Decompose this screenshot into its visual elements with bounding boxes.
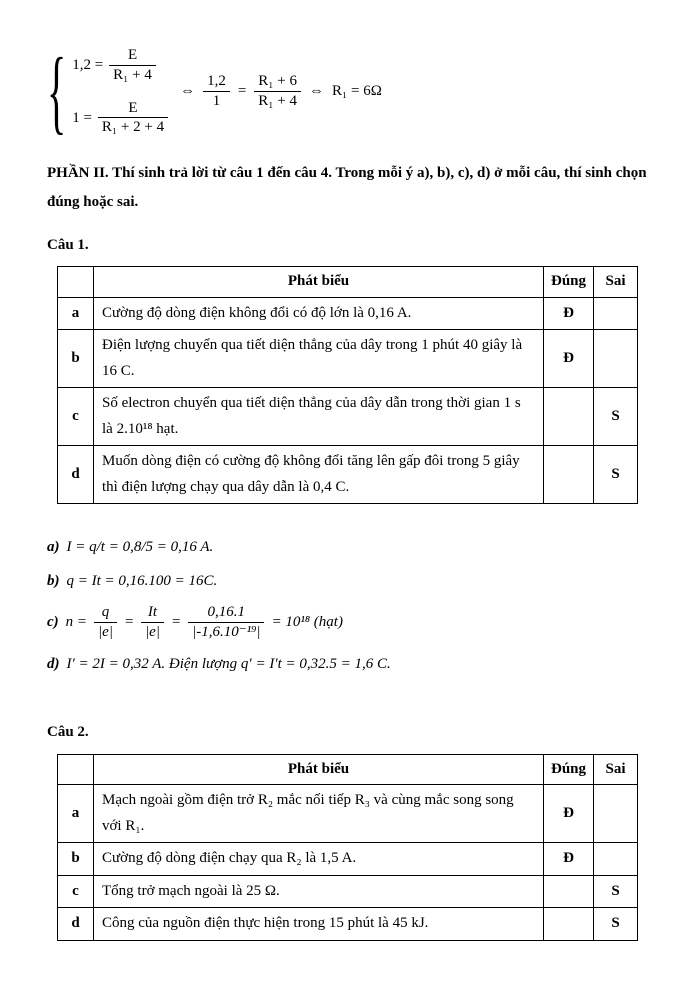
table-row: [58, 785, 638, 843]
solution-b-text: q = It = 0,16.100 = 16C.: [66, 572, 218, 589]
row-true-mark: Đ: [544, 785, 594, 843]
row-statement: Muốn dòng điện có cường độ không đổi tăng lên gấp đôi trong 5 giây thì điện lượng chạy qua dây dẫn là 0,4 C.: [94, 446, 544, 504]
left-brace: {: [47, 37, 67, 144]
row-true-mark: [544, 908, 594, 941]
table-header-row: [58, 267, 638, 298]
table-row: [58, 875, 638, 908]
header-blank: [58, 267, 94, 298]
row-false-mark: S: [594, 446, 638, 504]
solution-d-label: d): [47, 655, 60, 672]
fraction-numerator: 1,2: [207, 73, 226, 90]
equation-case-2: [72, 99, 168, 138]
question-1-solutions: [47, 536, 650, 675]
header-true: Đúng: [544, 754, 594, 785]
fraction-numerator: q: [101, 604, 110, 620]
equation-case-1: [72, 46, 168, 85]
fraction: [254, 72, 301, 111]
solution-b: [47, 570, 650, 593]
row-true-mark: [544, 388, 594, 446]
row-statement: Công của nguồn điện thực hiện trong 15 phút là 45 kJ.: [94, 908, 544, 941]
row-true-mark: [544, 875, 594, 908]
row-false-mark: S: [594, 908, 638, 941]
row-key: c: [58, 388, 94, 446]
solution-b-label: b): [47, 572, 60, 589]
table-row: [58, 446, 638, 504]
solution-c-tail: = 10¹⁸ (hạt): [271, 614, 343, 630]
equals-sign: =: [170, 614, 182, 630]
fraction-denominator: R₁ + 4: [254, 91, 301, 111]
equals-sign: =: [123, 614, 135, 630]
header-statement: Phát biểu: [94, 267, 544, 298]
row-key: a: [58, 297, 94, 330]
fraction: [109, 46, 156, 85]
solution-c-label: c): [47, 614, 59, 630]
fraction: [94, 603, 117, 642]
equation-system: [47, 37, 650, 144]
solution-d-text: I′ = 2I = 0,32 A. Điện lượng q′ = I′t = 0,32.5 = 1,6 C.: [66, 655, 391, 672]
row-false-mark: S: [594, 875, 638, 908]
table-row: [58, 908, 638, 941]
fraction-denominator: R₁ + 2 + 4: [98, 117, 168, 137]
fraction-denominator: |-1,6.10⁻¹⁹|: [188, 622, 264, 642]
fraction-denominator: R₁ + 4: [109, 65, 156, 85]
fraction: [188, 603, 264, 642]
equals-sign: =: [237, 83, 247, 100]
fraction: [98, 99, 168, 138]
fraction-numerator: R₁ + 6: [258, 73, 297, 90]
row-key: b: [58, 330, 94, 388]
equation-result: R₁ = 6Ω: [332, 83, 382, 100]
fraction-denominator: |e|: [141, 622, 164, 642]
fraction: [203, 72, 230, 111]
row-statement: Tổng trở mạch ngoài là 25 Ω.: [94, 875, 544, 908]
fraction-numerator: E: [127, 47, 138, 63]
solution-a: [47, 536, 650, 559]
fraction-numerator: It: [147, 604, 158, 620]
question-2-table: [57, 754, 638, 941]
header-true: Đúng: [544, 267, 594, 298]
solution-a-label: a): [47, 539, 60, 555]
table-row: [58, 297, 638, 330]
row-key: a: [58, 785, 94, 843]
row-statement: Cường độ dòng điện không đổi có độ lớn là 0,16 A.: [94, 297, 544, 330]
solution-c: [47, 603, 650, 642]
fraction-denominator: 1: [203, 91, 230, 111]
row-key: b: [58, 843, 94, 876]
row-true-mark: Đ: [544, 843, 594, 876]
header-false: Sai: [594, 267, 638, 298]
row-true-mark: Đ: [544, 297, 594, 330]
section-heading: PHẦN II. Thí sinh trả lời từ câu 1 đến câu 4. Trong mỗi ý a), b), c), d) ở mỗi câu, thí sinh chọn đúng hoặc sai.: [47, 165, 647, 211]
header-blank: [58, 754, 94, 785]
fraction: [141, 603, 164, 642]
question-1-table: [57, 266, 638, 504]
header-false: Sai: [594, 754, 638, 785]
table-row: [58, 330, 638, 388]
question-1-label: Câu 1.: [47, 236, 89, 253]
table-row: [58, 843, 638, 876]
solution-a-text: I = q/t = 0,8/5 = 0,16 A.: [66, 539, 214, 555]
fraction-numerator: 0,16.1: [207, 604, 246, 620]
fraction-numerator: E: [128, 99, 138, 116]
question-2-label: Câu 2.: [47, 724, 89, 740]
iff-arrow: ⇔: [309, 83, 324, 100]
row-statement: Số electron chuyển qua tiết diện thẳng của dây dẫn trong thời gian 1 s là 2.10¹⁸ hạt.: [94, 388, 544, 446]
row-key: d: [58, 908, 94, 941]
case1-lhs: 1,2 =: [72, 57, 104, 73]
row-true-mark: Đ: [544, 330, 594, 388]
row-statement: Mạch ngoài gồm điện trở R₂ mắc nối tiếp R₃ và cùng mắc song song với R₁.: [94, 785, 544, 843]
row-statement: Cường độ dòng điện chạy qua R₂ là 1,5 A.: [94, 843, 544, 876]
row-statement: Điện lượng chuyển qua tiết diện thẳng của dây trong 1 phút 40 giây là 16 C.: [94, 330, 544, 388]
table-row: [58, 388, 638, 446]
row-key: c: [58, 875, 94, 908]
iff-arrow: ⇔: [180, 83, 196, 100]
row-false-mark: [594, 297, 638, 330]
row-false-mark: [594, 843, 638, 876]
header-statement: Phát biểu: [94, 754, 544, 785]
row-key: d: [58, 446, 94, 504]
equation-cases: [72, 46, 168, 137]
equation-derivation: [180, 72, 382, 111]
row-true-mark: [544, 446, 594, 504]
fraction-denominator: |e|: [94, 622, 117, 642]
solution-c-lead: n =: [65, 614, 88, 630]
row-false-mark: [594, 330, 638, 388]
row-false-mark: S: [594, 388, 638, 446]
case2-lhs: 1 =: [72, 109, 92, 126]
solution-d: [47, 653, 650, 676]
table-header-row: [58, 754, 638, 785]
row-false-mark: [594, 785, 638, 843]
